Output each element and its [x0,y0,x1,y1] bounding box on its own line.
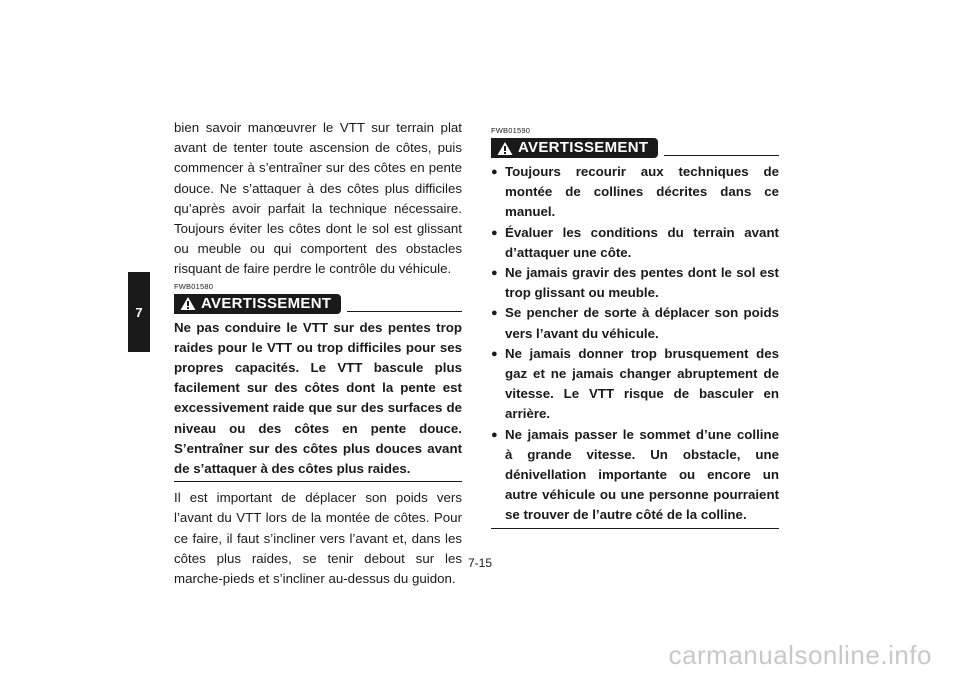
warning-triangle-icon [180,296,196,311]
bullet-dot-icon: ● [491,226,498,239]
warning-banner [174,294,341,314]
warning-code: FWB01590 [491,126,531,135]
bullet-dot-icon: ● [491,166,498,178]
list-item: ● Se pencher de sorte à déplacer son poids vers l’avant du véhicule. [491,303,779,343]
warning-label: AVERTISSEMENT [201,294,332,312]
warning-label: AVERTISSEMENT [518,138,649,156]
warning-rule [347,311,462,312]
warning-header [174,292,462,314]
bullet-dot-icon: ● [491,267,498,280]
warning-triangle-icon [497,141,513,156]
warning-header [491,136,779,158]
bullet-dot-icon: ● [491,428,498,441]
warning-list [491,162,779,529]
list-item: ● Ne jamais gravir des pentes dont le sol est trop glissant ou meuble. [491,263,779,303]
body-paragraph: Il est important de déplacer son poids vers l’avant du VTT lors de la montée de côtes. Pour ce faire, il faut s’incliner vers l’avant et, dans les côtes plus raides, se tenir debout sur les marche-pieds et s’incliner au-dessus du guidon. [174,490,462,587]
list-item: ● Ne jamais passer le sommet d’une colline à grande vitesse. Un obstacle, une dénivellation importante ou encore un autre véhicule ou une personne pourraient se trouver de l’autre côté de la colline. [491,425,779,526]
list-item: ● Évaluer les conditions du terrain avant d’attaquer une côte. [491,223,779,263]
warning-text: Ne pas conduire le VTT sur des pentes trop raides pour le VTT ou trop difficiles pour ses propres capacités. Le VTT bascule plus facilement sur des côtes dont la pente est excessivement raide que sur des surfaces de niveau ou des côtes en pente douce. S’entraîner sur des côtes plus douces avant de s’attaquer à des côtes plus raides. [174,318,462,483]
page-number: 7-15 [467,556,493,570]
left-column [174,118,462,589]
warning-rule [664,155,779,156]
bullet-dot-icon: ● [491,307,498,320]
warning-code: FWB01580 [174,281,214,291]
right-column [491,124,779,535]
list-item: ● Toujours recourir aux techniques de montée de collines décrites dans ce manuel. [491,162,779,223]
chapter-tab: 7 [128,272,150,352]
intro-paragraph: bien savoir manœuvrer le VTT sur terrain plat avant de tenter toute ascension de côtes, puis commencer à s’entraîner sur des côtes en pente douce. Ne s’attaquer à des côtes plus difficiles qu’après avoir parfait la technique nécessaire. Toujours éviter les côtes dont le sol est glissant ou meuble ou qui comportent des obstacles risquant de faire perdre le contrôle du véhicule. [174,120,462,277]
bullet-dot-icon: ● [491,347,498,360]
list-item: ● Ne jamais donner trop brusquement des gaz et ne jamais changer abruptement de vitesse. Le VTT risque de basculer en arrière. [491,344,779,425]
warning-banner [491,138,658,158]
watermark: carmanualsonline.info [668,640,932,670]
